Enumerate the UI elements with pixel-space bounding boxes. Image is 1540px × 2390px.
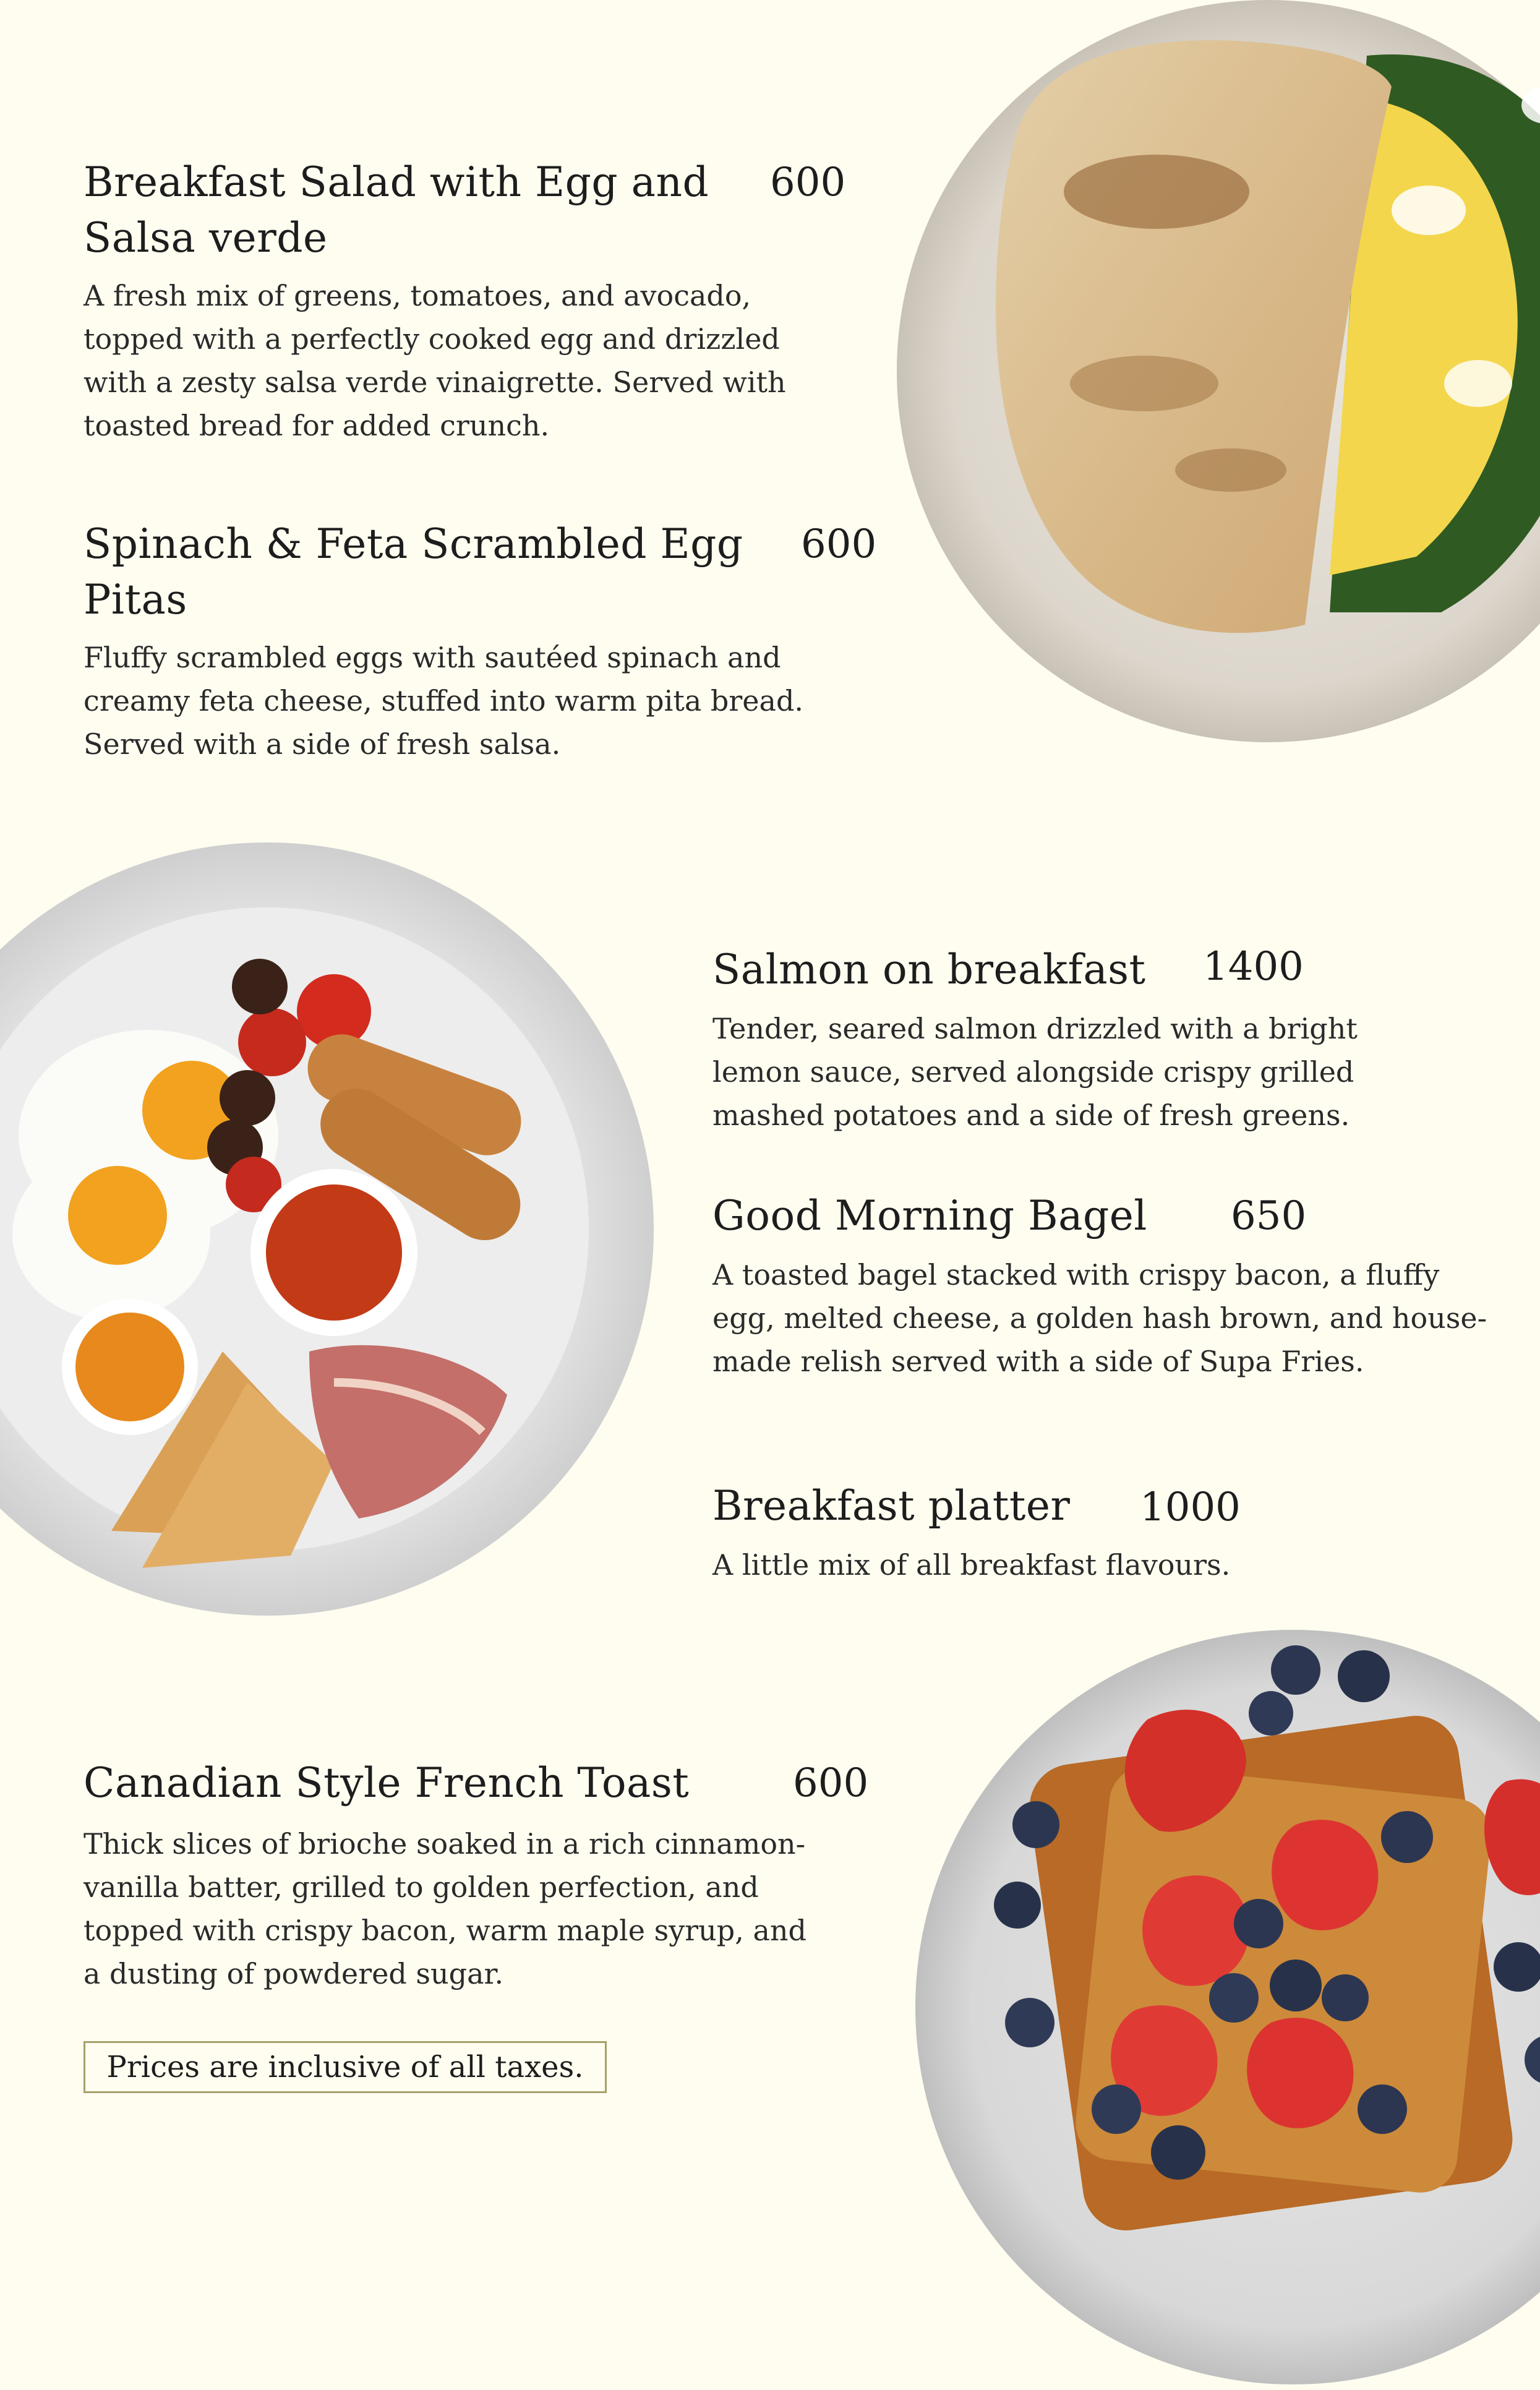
item-price: 600 [801,521,877,567]
item-price: 1400 [1203,944,1304,990]
item-price: 600 [793,1760,869,1806]
item-description: A fresh mix of greens, tomatoes, and avocado, topped with a perfectly cooked egg and drizzled with a zesty salsa verde vinaigrette. Served with toasted bread for added crunch. [83,279,786,442]
item-title: Canadian Style French Toast [83,1759,690,1807]
french-toast-plate-photo [912,1627,1540,2388]
full-breakfast-plate-photo [0,838,659,1621]
pita-plate-photo [884,0,1540,755]
item-description: Fluffy scrambled eggs with sautéed spinach and creamy feta cheese, stuffed into warm pita bread. Served with a side of fresh salsa. [83,641,804,761]
item-description: Thick slices of brioche soaked in a rich cinnamon-vanilla batter, grilled to golden perfection, and topped with crispy bacon, warm maple syrup, and a dusting of powdered sugar. [83,1827,806,1990]
item-title: Good Morning Bagel [712,1192,1147,1240]
item-description: A little mix of all breakfast flavours. [712,1548,1231,1582]
item-price: 1000 [1140,1484,1241,1530]
item-title: Salmon on breakfast [712,946,1146,993]
item-title: Breakfast Salad with Egg and Salsa verde [83,158,709,262]
item-title: Breakfast platter [712,1482,1071,1530]
item-price: 600 [770,160,846,205]
tax-note: Prices are inclusive of all taxes. [83,2041,607,2093]
item-title: Spinach & Feta Scrambled Egg Pitas [83,520,743,623]
item-price: 650 [1231,1193,1307,1239]
item-description: A toasted bagel stacked with crispy bacon, a fluffy egg, melted cheese, a golden hash brown, and house-made relish served with a side of Supa Fries. [712,1258,1487,1378]
item-description: Tender, seared salmon drizzled with a bright lemon sauce, served alongside crispy grilled mashed potatoes and a side of fresh greens. [712,1012,1358,1132]
